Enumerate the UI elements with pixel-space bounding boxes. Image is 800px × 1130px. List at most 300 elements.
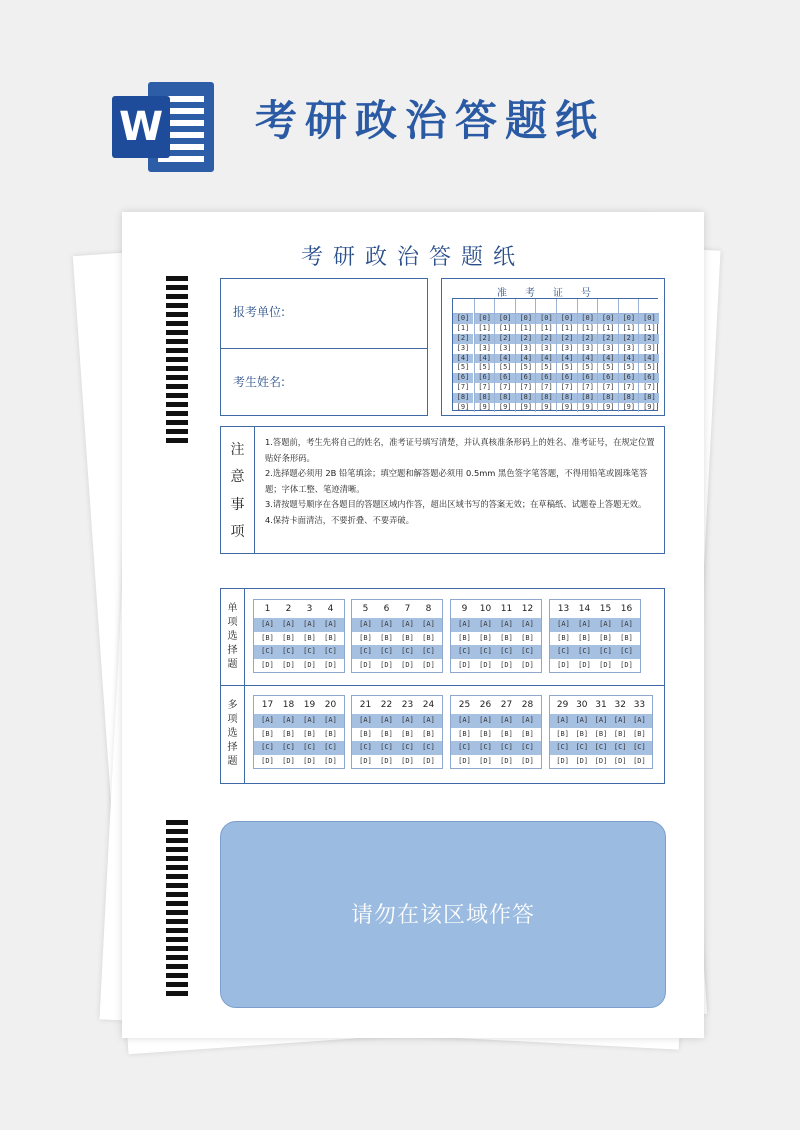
ticket-digit-bubble[interactable]: [2] — [516, 334, 536, 344]
heading-char: 题 — [227, 659, 238, 670]
option-bubble[interactable]: [C] — [479, 743, 492, 751]
heading-char: 选 — [227, 728, 238, 739]
option-bubble[interactable]: [A] — [261, 620, 274, 628]
question-group — [549, 599, 641, 673]
ticket-digit-bubble[interactable]: [2] — [639, 334, 659, 344]
option-bubble[interactable]: [D] — [401, 660, 414, 669]
ticket-digit-bubble[interactable]: [6] — [639, 373, 659, 383]
option-bubble[interactable]: [D] — [479, 756, 492, 765]
ticket-digit-bubble[interactable]: [6] — [475, 373, 495, 383]
option-bubble[interactable]: [C] — [613, 743, 627, 751]
option-bubble[interactable]: [A] — [578, 620, 591, 628]
ticket-digit-bubble[interactable]: [8] — [516, 393, 536, 403]
option-bubble[interactable]: [D] — [500, 660, 513, 669]
option-bubble[interactable]: [A] — [521, 716, 534, 724]
option-bubble[interactable]: [C] — [422, 743, 435, 751]
option-bubble[interactable]: [A] — [479, 716, 492, 724]
question-number: 9 — [461, 604, 468, 614]
option-bubble[interactable]: [A] — [575, 716, 589, 724]
option-bubble[interactable]: [D] — [458, 756, 471, 765]
ticket-digit-bubble[interactable]: [7] — [540, 383, 553, 392]
option-bubble[interactable]: [D] — [303, 756, 316, 765]
ticket-digit-bubble[interactable]: [5] — [540, 363, 553, 372]
ticket-digit-bubble[interactable]: [8] — [536, 393, 556, 403]
ticket-digit-bubble[interactable]: [6] — [598, 373, 618, 383]
ticket-digit-bubble[interactable]: [5] — [478, 363, 491, 372]
ticket-digit-bubble[interactable]: [2] — [536, 334, 556, 344]
ticket-digit-bubble[interactable]: [8] — [495, 393, 515, 403]
ticket-digit-bubble[interactable]: [0] — [598, 314, 618, 324]
option-bubble[interactable]: [C] — [557, 647, 570, 655]
option-bubble[interactable]: [A] — [557, 620, 570, 628]
option-bubble[interactable]: [D] — [556, 756, 569, 765]
ticket-digit-bubble[interactable]: [9] — [498, 403, 512, 412]
ticket-digit-bubble[interactable]: [1] — [478, 323, 491, 332]
option-bubble[interactable]: [D] — [261, 756, 274, 765]
ticket-digit-bubble[interactable]: [2] — [453, 334, 473, 344]
option-bubble[interactable]: [D] — [359, 756, 372, 765]
option-bubble[interactable]: [D] — [261, 660, 274, 669]
option-bubble[interactable]: [B] — [401, 729, 414, 738]
ticket-digit-bubble[interactable]: [7] — [478, 383, 491, 392]
ticket-digit-bubble[interactable]: [3] — [498, 343, 512, 352]
option-bubble[interactable]: [C] — [380, 743, 393, 751]
option-bubble[interactable]: [C] — [620, 647, 633, 655]
option-bubble[interactable]: [A] — [303, 620, 316, 628]
option-bubble[interactable]: [C] — [261, 743, 274, 751]
option-bubble[interactable]: [C] — [458, 647, 471, 655]
ticket-column — [515, 299, 536, 412]
ticket-digit-bubble[interactable]: [3] — [581, 343, 594, 352]
option-bubble[interactable]: [B] — [359, 729, 372, 738]
option-bubble[interactable]: [B] — [500, 729, 513, 738]
ticket-column — [638, 299, 659, 412]
ticket-digit-bubble[interactable]: [9] — [456, 403, 470, 412]
page-title: 考研政治答题纸 — [255, 96, 606, 145]
option-bubble[interactable]: [B] — [575, 729, 589, 738]
option-bubble[interactable]: [D] — [479, 660, 492, 669]
option-bubble[interactable]: [C] — [521, 743, 534, 751]
question-number: 6 — [383, 604, 390, 614]
option-bubble[interactable]: [A] — [359, 620, 372, 628]
question-number: 11 — [500, 604, 513, 614]
option-bubble[interactable]: [C] — [521, 647, 534, 655]
ticket-digit-bubble[interactable]: [1] — [643, 323, 656, 332]
ticket-write-cell[interactable] — [495, 299, 515, 314]
option-bubble[interactable]: [B] — [380, 633, 393, 642]
option-bubble[interactable]: [D] — [422, 660, 435, 669]
question-number: 24 — [422, 700, 435, 710]
option-bubble[interactable]: [C] — [359, 743, 372, 751]
option-bubble[interactable]: [A] — [500, 716, 513, 724]
question-numbers — [451, 696, 541, 714]
option-bubble[interactable]: [D] — [500, 756, 513, 765]
option-bubble[interactable]: [B] — [599, 633, 612, 642]
ticket-digit-bubble[interactable]: [8] — [619, 393, 639, 403]
option-row — [550, 728, 652, 742]
ticket-digit-bubble[interactable]: [1] — [581, 323, 594, 332]
option-bubble[interactable]: [C] — [578, 647, 591, 655]
option-bubble[interactable]: [D] — [613, 756, 627, 765]
option-bubble[interactable]: [C] — [594, 743, 608, 751]
name-row[interactable] — [221, 348, 427, 418]
option-bubble[interactable]: [C] — [282, 647, 295, 655]
option-bubble[interactable]: [B] — [594, 729, 608, 738]
option-bubble[interactable]: [C] — [479, 647, 492, 655]
option-bubble[interactable]: [D] — [282, 756, 295, 765]
option-bubble[interactable]: [A] — [303, 716, 316, 724]
option-bubble[interactable]: [C] — [633, 743, 646, 751]
option-row — [254, 659, 344, 673]
option-bubble[interactable]: [C] — [599, 647, 612, 655]
ticket-digit-bubble[interactable]: [2] — [578, 334, 598, 344]
ticket-digit-bubble[interactable]: [7] — [498, 383, 512, 392]
ticket-digit-bubble[interactable]: [2] — [475, 334, 495, 344]
ticket-digit-bubble[interactable]: [9] — [540, 403, 553, 412]
ticket-digit-bubble[interactable]: [2] — [495, 334, 515, 344]
ticket-column — [577, 299, 598, 412]
ticket-digit-bubble[interactable]: [0] — [557, 314, 577, 324]
ticket-digit-bubble[interactable]: [6] — [557, 373, 577, 383]
option-bubble[interactable]: [A] — [380, 716, 393, 724]
option-bubble[interactable]: [B] — [359, 633, 372, 642]
option-bubble[interactable]: [C] — [575, 743, 589, 751]
option-bubble[interactable]: [A] — [401, 620, 414, 628]
ticket-write-cell[interactable] — [578, 299, 598, 314]
word-logo-icon — [112, 78, 216, 178]
option-bubble[interactable]: [B] — [303, 729, 316, 738]
ticket-digit-bubble[interactable]: [0] — [453, 314, 473, 324]
question-group — [549, 695, 653, 769]
ticket-digit-bubble[interactable]: [1] — [601, 323, 615, 332]
option-bubble[interactable]: [D] — [599, 660, 612, 669]
ticket-write-cell[interactable] — [598, 299, 618, 314]
question-numbers — [254, 600, 344, 618]
option-row — [352, 714, 442, 728]
ticket-digit-bubble[interactable]: [2] — [598, 334, 618, 344]
option-bubble[interactable]: [A] — [261, 716, 274, 724]
multi-choice-heading — [221, 685, 245, 783]
ticket-digit-bubble[interactable]: [1] — [540, 323, 553, 332]
option-row — [550, 741, 652, 755]
option-bubble[interactable]: [D] — [633, 756, 646, 765]
ticket-digit-bubble[interactable]: [4] — [475, 354, 495, 364]
ticket-write-cell[interactable] — [475, 299, 495, 314]
option-bubble[interactable]: [B] — [324, 729, 337, 738]
ticket-digit-bubble[interactable]: [8] — [557, 393, 577, 403]
option-bubble[interactable]: [B] — [458, 729, 471, 738]
option-bubble[interactable]: [A] — [282, 620, 295, 628]
ticket-digit-bubble[interactable]: [6] — [536, 373, 556, 383]
ticket-digit-bubble[interactable]: [3] — [519, 343, 533, 352]
question-number: 32 — [614, 700, 626, 710]
option-bubble[interactable]: [A] — [633, 716, 646, 724]
heading-char: 项 — [227, 617, 238, 628]
option-row — [451, 632, 541, 646]
option-bubble[interactable]: [B] — [422, 729, 435, 738]
unit-row[interactable] — [221, 279, 427, 348]
ticket-digit-bubble[interactable]: [4] — [598, 354, 618, 364]
ticket-digit-bubble[interactable]: [9] — [581, 403, 594, 412]
ticket-write-cell[interactable] — [619, 299, 639, 314]
option-row — [254, 728, 344, 742]
option-bubble[interactable]: [A] — [594, 716, 608, 724]
option-row — [451, 618, 541, 632]
option-bubble[interactable]: [A] — [324, 620, 337, 628]
ticket-digit-bubble[interactable]: [1] — [560, 323, 574, 332]
ticket-digit-bubble[interactable]: [7] — [643, 383, 656, 392]
question-group — [253, 695, 345, 769]
ticket-digit-bubble[interactable]: [4] — [516, 354, 536, 364]
ticket-digit-bubble[interactable]: [0] — [516, 314, 536, 324]
ticket-digit-bubble[interactable]: [9] — [643, 403, 656, 412]
ticket-digit-bubble[interactable]: [5] — [519, 363, 533, 372]
option-bubble[interactable]: [D] — [422, 756, 435, 765]
option-bubble[interactable]: [C] — [500, 743, 513, 751]
ticket-digit-bubble[interactable]: [6] — [516, 373, 536, 383]
option-bubble[interactable]: [C] — [282, 743, 295, 751]
option-bubble[interactable]: [C] — [401, 743, 414, 751]
option-bubble[interactable]: [C] — [401, 647, 414, 655]
ticket-digit-bubble[interactable]: [9] — [601, 403, 615, 412]
ticket-digit-bubble[interactable]: [1] — [622, 323, 636, 332]
option-bubble[interactable]: [A] — [599, 620, 612, 628]
ticket-digit-bubble[interactable]: [5] — [601, 363, 615, 372]
ticket-digit-bubble[interactable]: [4] — [495, 354, 515, 364]
ticket-write-cell[interactable] — [536, 299, 556, 314]
ticket-column — [474, 299, 495, 412]
ticket-digit-bubble[interactable]: [6] — [495, 373, 515, 383]
ticket-digit-bubble[interactable]: [5] — [456, 363, 470, 372]
option-bubble[interactable]: [C] — [556, 743, 569, 751]
option-bubble[interactable]: [B] — [633, 729, 646, 738]
ticket-digit-bubble[interactable]: [4] — [639, 354, 659, 364]
option-bubble[interactable]: [D] — [324, 756, 337, 765]
ticket-digit-bubble[interactable]: [4] — [557, 354, 577, 364]
ticket-digit-bubble[interactable]: [1] — [498, 323, 512, 332]
ticket-digit-bubble[interactable]: [7] — [622, 383, 636, 392]
option-bubble[interactable]: [B] — [324, 633, 337, 642]
ticket-digit-bubble[interactable]: [8] — [639, 393, 659, 403]
option-bubble[interactable]: [B] — [303, 633, 316, 642]
ticket-digit-bubble[interactable]: [5] — [581, 363, 594, 372]
ticket-digit-bubble[interactable]: [8] — [453, 393, 473, 403]
option-bubble[interactable]: [B] — [521, 633, 534, 642]
option-bubble[interactable]: [A] — [401, 716, 414, 724]
question-number: 28 — [521, 700, 534, 710]
question-number: 18 — [282, 700, 295, 710]
option-row — [550, 618, 640, 632]
ticket-digit-bubble[interactable]: [6] — [619, 373, 639, 383]
ticket-digit-bubble[interactable]: [3] — [456, 343, 470, 352]
option-row — [352, 618, 442, 632]
no-answer-zone — [220, 821, 666, 1008]
ticket-digit-bubble[interactable]: [8] — [598, 393, 618, 403]
note-item: 3.请按题号顺序在各题目的答题区域内作答，超出区域书写的答案无效；在草稿纸、试题卷上答题无效。 — [265, 499, 647, 509]
ticket-digit-bubble[interactable]: [5] — [622, 363, 636, 372]
option-bubble[interactable]: [D] — [557, 660, 570, 669]
option-bubble[interactable]: [B] — [401, 633, 414, 642]
option-bubble[interactable]: [D] — [380, 756, 393, 765]
option-bubble[interactable]: [B] — [578, 633, 591, 642]
option-row — [254, 645, 344, 659]
ticket-digit-bubble[interactable]: [1] — [519, 323, 533, 332]
ticket-digit-bubble[interactable]: [7] — [601, 383, 615, 392]
option-bubble[interactable]: [B] — [380, 729, 393, 738]
option-bubble[interactable]: [B] — [620, 633, 633, 642]
ticket-digit-bubble[interactable]: [3] — [601, 343, 615, 352]
ticket-digit-bubble[interactable]: [7] — [560, 383, 574, 392]
option-row — [254, 618, 344, 632]
option-bubble[interactable]: [A] — [324, 716, 337, 724]
option-bubble[interactable]: [A] — [380, 620, 393, 628]
ticket-digit-bubble[interactable]: [4] — [619, 354, 639, 364]
ticket-digit-bubble[interactable]: [6] — [453, 373, 473, 383]
question-number: 10 — [479, 604, 492, 614]
option-bubble[interactable]: [C] — [303, 743, 316, 751]
section-divider — [221, 685, 664, 686]
ticket-digit-bubble[interactable]: [9] — [622, 403, 636, 412]
option-row — [451, 755, 541, 769]
option-bubble[interactable]: [C] — [380, 647, 393, 655]
option-bubble[interactable]: [D] — [594, 756, 608, 765]
ticket-digit-bubble[interactable]: [8] — [578, 393, 598, 403]
question-group — [450, 695, 542, 769]
ticket-write-cell[interactable] — [557, 299, 577, 314]
ticket-digit-bubble[interactable]: [0] — [536, 314, 556, 324]
option-bubble[interactable]: [D] — [401, 756, 414, 765]
option-bubble[interactable]: [A] — [479, 620, 492, 628]
option-bubble[interactable]: [C] — [324, 743, 337, 751]
ticket-digit-bubble[interactable]: [9] — [519, 403, 533, 412]
ticket-digit-bubble[interactable]: [0] — [619, 314, 639, 324]
heading-char: 多 — [227, 700, 238, 711]
ticket-digit-bubble[interactable]: [4] — [578, 354, 598, 364]
option-row — [451, 659, 541, 673]
option-bubble[interactable]: [D] — [575, 756, 589, 765]
option-bubble[interactable]: [B] — [613, 729, 627, 738]
option-bubble[interactable]: [C] — [303, 647, 316, 655]
ticket-digit-bubble[interactable]: [3] — [478, 343, 491, 352]
ticket-digit-bubble[interactable]: [5] — [560, 363, 574, 372]
ticket-digit-bubble[interactable]: [5] — [643, 363, 656, 372]
ticket-digit-bubble[interactable]: [4] — [536, 354, 556, 364]
option-bubble[interactable]: [A] — [458, 716, 471, 724]
option-bubble[interactable]: [B] — [261, 729, 274, 738]
ticket-write-cell[interactable] — [453, 299, 473, 314]
question-group — [351, 599, 443, 673]
ticket-digit-bubble[interactable]: [9] — [478, 403, 491, 412]
option-bubble[interactable]: [A] — [521, 620, 534, 628]
option-bubble[interactable]: [D] — [458, 660, 471, 669]
question-group — [253, 599, 345, 673]
option-bubble[interactable]: [D] — [359, 660, 372, 669]
option-bubble[interactable]: [A] — [282, 716, 295, 724]
ticket-digit-bubble[interactable]: [7] — [581, 383, 594, 392]
ticket-digit-bubble[interactable]: [0] — [475, 314, 495, 324]
option-bubble[interactable]: [D] — [620, 660, 633, 669]
option-bubble[interactable]: [A] — [422, 716, 435, 724]
question-numbers — [352, 696, 442, 714]
ticket-digit-bubble[interactable]: [6] — [578, 373, 598, 383]
note-item: 2.选择题必须用 2B 铅笔填涂；填空题和解答题必须用 0.5mm 黑色签字笔答题，不得用铅笔或圆珠笔答题；字体工整、笔迹清晰。 — [265, 468, 648, 494]
option-bubble[interactable]: [C] — [458, 743, 471, 751]
option-bubble[interactable]: [B] — [500, 633, 513, 642]
option-bubble[interactable]: [B] — [479, 729, 492, 738]
option-bubble[interactable]: [A] — [613, 716, 627, 724]
option-bubble[interactable]: [D] — [380, 660, 393, 669]
option-bubble[interactable]: [B] — [557, 633, 570, 642]
option-bubble[interactable]: [A] — [422, 620, 435, 628]
option-bubble[interactable]: [D] — [521, 756, 534, 765]
option-bubble[interactable]: [B] — [556, 729, 569, 738]
option-bubble[interactable]: [C] — [422, 647, 435, 655]
ticket-digit-bubble[interactable]: [7] — [519, 383, 533, 392]
ticket-digit-bubble[interactable]: [3] — [643, 343, 656, 352]
ticket-digit-bubble[interactable]: [8] — [475, 393, 495, 403]
ticket-digit-bubble[interactable]: [0] — [639, 314, 659, 324]
ticket-digit-bubble[interactable]: [0] — [495, 314, 515, 324]
option-bubble[interactable]: [B] — [521, 729, 534, 738]
option-row — [451, 728, 541, 742]
ticket-digit-bubble[interactable]: [4] — [453, 354, 473, 364]
option-bubble[interactable]: [A] — [620, 620, 633, 628]
question-group — [450, 599, 542, 673]
option-bubble[interactable]: [B] — [479, 633, 492, 642]
option-bubble[interactable]: [A] — [500, 620, 513, 628]
ticket-digit-bubble[interactable]: [3] — [622, 343, 636, 352]
ticket-digit-bubble[interactable]: [3] — [540, 343, 553, 352]
option-bubble[interactable]: [D] — [521, 660, 534, 669]
option-row — [352, 741, 442, 755]
ticket-digit-bubble[interactable]: [1] — [456, 323, 470, 332]
barcode-bottom — [166, 820, 188, 1000]
question-number: 3 — [306, 604, 313, 614]
ticket-column — [597, 299, 618, 412]
option-bubble[interactable]: [D] — [578, 660, 591, 669]
ticket-digit-bubble[interactable]: [5] — [498, 363, 512, 372]
option-bubble[interactable]: [C] — [261, 647, 274, 655]
option-bubble[interactable]: [C] — [324, 647, 337, 655]
heading-char: 项 — [227, 714, 238, 725]
option-bubble[interactable]: [A] — [458, 620, 471, 628]
option-bubble[interactable]: [B] — [458, 633, 471, 642]
option-bubble[interactable]: [B] — [422, 633, 435, 642]
question-number: 21 — [359, 700, 372, 710]
ticket-digit-bubble[interactable]: [9] — [560, 403, 574, 412]
ticket-write-cell[interactable] — [639, 299, 659, 314]
option-bubble[interactable]: [B] — [282, 729, 295, 738]
option-bubble[interactable]: [C] — [500, 647, 513, 655]
question-number: 17 — [261, 700, 274, 710]
option-bubble[interactable]: [D] — [282, 660, 295, 669]
ticket-digit-bubble[interactable]: [2] — [557, 334, 577, 344]
question-number: 31 — [595, 700, 607, 710]
heading-char: 选 — [227, 631, 238, 642]
ticket-digit-bubble[interactable]: [2] — [619, 334, 639, 344]
option-bubble[interactable]: [C] — [359, 647, 372, 655]
ticket-digit-bubble[interactable]: [0] — [578, 314, 598, 324]
option-bubble[interactable]: [A] — [359, 716, 372, 724]
option-bubble[interactable]: [D] — [324, 660, 337, 669]
ticket-write-cell[interactable] — [516, 299, 536, 314]
ticket-digit-bubble[interactable]: [3] — [560, 343, 574, 352]
option-bubble[interactable]: [B] — [261, 633, 274, 642]
option-bubble[interactable]: [B] — [282, 633, 295, 642]
option-bubble[interactable]: [D] — [303, 660, 316, 669]
ticket-digit-bubble[interactable]: [7] — [456, 383, 470, 392]
option-bubble[interactable]: [A] — [556, 716, 569, 724]
